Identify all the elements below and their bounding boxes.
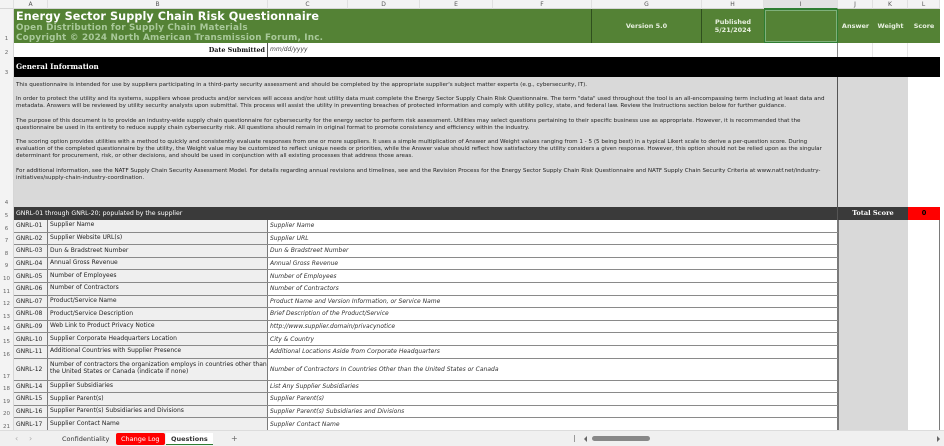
questionnaire-title: Energy Sector Supply Chain Risk Questionnaire: [16, 10, 320, 23]
horizontal-scrollbar[interactable]: [590, 434, 935, 443]
column-header-l[interactable]: L: [908, 0, 940, 9]
row-number[interactable]: 20: [0, 406, 14, 419]
total-score-value: 0: [908, 207, 940, 220]
table-row: [14, 381, 838, 394]
table-row: [14, 406, 838, 419]
score-column-header: Score: [908, 9, 940, 43]
question-text[interactable]: Web Link to Product Privacy Notice: [48, 321, 268, 333]
prev-sheet-icon[interactable]: ‹: [15, 434, 19, 443]
row-number[interactable]: 9: [0, 258, 14, 271]
table-row: [14, 245, 838, 258]
selected-cell-i1[interactable]: [764, 9, 838, 43]
scoring-paragraph: The scoring option provides utilities with a method to quickly and consistently evaluate responses from one or more suppliers. It uses a simple multiplication of Answer and Weight values ranging from 1 - 5 (5 being best) in a typical Likert scale to derive a per-question score. During evaluation of the completed questionnaire by the utility, the Weight value may be customized to reflect unique needs or priorities, while the Answer value should reflect how satisfactory the utility considers a given response. However, this option should not be relied upon as the singular determinant for procurement, risk, or other decisions, and should be used in conjunction with all existing processes that address those areas.: [16, 139, 822, 160]
scroll-right-icon[interactable]: [937, 436, 940, 442]
row-number[interactable]: 19: [0, 393, 14, 406]
row-number[interactable]: 4: [0, 77, 14, 207]
general-information-heading: General Information: [14, 57, 940, 77]
row-number[interactable]: 7: [0, 233, 14, 246]
table-row: [14, 283, 838, 296]
row-number[interactable]: 14: [0, 321, 14, 334]
purpose-paragraph: The purpose of this document is to provide an industry-wide supply chain questionnaire for cybersecurity for the energy sector to perform risk assessment. Utilities may select questions pertaining to their specific business use as appropriate. However, it is recommended that the questionnaire be used in its entirety to reduce supply chain cybersecurity risk. All questions should remain in original format to promote consistency and efficiency within the industry.: [16, 117, 801, 131]
row-number[interactable]: 1: [0, 9, 14, 43]
response-input[interactable]: Supplier URL: [268, 233, 838, 245]
response-input[interactable]: Supplier Parent(s) Subsidiaries and Divisions: [268, 406, 838, 418]
answer-weight-shaded-area: [838, 77, 908, 207]
scroll-left-icon[interactable]: [584, 436, 587, 442]
question-id[interactable]: GNRL-07: [14, 296, 48, 308]
section-header: GNRL-01 through GNRL-20; populated by the supplier: [14, 207, 838, 220]
table-row: [14, 296, 838, 309]
question-id[interactable]: GNRL-10: [14, 333, 48, 345]
response-input[interactable]: Number of Contractors In Countries Other than the United States or Canada: [268, 359, 838, 380]
row-number[interactable]: 8: [0, 245, 14, 258]
weight-cell[interactable]: [873, 43, 908, 57]
additional-info-paragraph: For additional information, see the NATF Supply Chain Security Assessment Model. For details regarding annual revisions and timelines, see and the Revision Process for the Energy Sector Supply Chain Risk Questionnaire and NATF Supply Chain Security Criteria at www.natf.net/industry-initiatives/supply-chain-industry-coordination.: [16, 167, 821, 181]
general-information-text: [14, 77, 838, 207]
horizontal-scrollbar-thumb[interactable]: [592, 436, 650, 441]
question-text[interactable]: Product/Service Name: [48, 296, 268, 308]
row-number[interactable]: 3: [0, 57, 14, 77]
tab-scroll-divider[interactable]: [574, 435, 575, 442]
title-banner: [14, 9, 592, 43]
question-text[interactable]: Number of Contractors: [48, 283, 268, 295]
weight-column-header: Weight: [873, 9, 908, 43]
column-header-b[interactable]: B: [48, 0, 268, 9]
tab-change-log[interactable]: Change Log: [116, 433, 165, 445]
question-text[interactable]: Supplier Subsidiaries: [48, 381, 268, 393]
response-input[interactable]: Supplier Parent(s): [268, 393, 838, 405]
version-cell[interactable]: Version 5.0: [592, 9, 702, 43]
protection-paragraph: In order to protect the utility and its systems, suppliers whose products and/or services will access and/or host utility data must complete the Energy Sector Supply Chain Risk Questionnaire. The term "data" used throughout the tool is an all-encompassing term including at least data and metadata. Answers will be reviewed by utility security analysts upon submittal. This process will assist the utility in preventing breaches of protected information and comply with utility policy, state, and federal law. Review the Instructions section below for further guidance.: [16, 96, 825, 110]
distribution-subtitle: Open Distribution for Supply Chain Materials: [16, 23, 248, 33]
column-header-e[interactable]: E: [420, 0, 493, 9]
row-number[interactable]: 18: [0, 381, 14, 394]
question-text[interactable]: Supplier Contact Name: [48, 418, 268, 430]
tab-confidentiality[interactable]: Confidentiality: [62, 435, 110, 443]
table-row: [14, 346, 838, 359]
response-input[interactable]: List Any Supplier Subsidiaries: [268, 381, 838, 393]
question-text[interactable]: Dun & Bradstreet Number: [48, 245, 268, 257]
response-input[interactable]: Additional Locations Aside from Corporate Headquarters: [268, 346, 838, 358]
date-submitted-label: Date Submitted: [14, 43, 268, 57]
row-number[interactable]: 5: [0, 207, 14, 220]
total-score-label: Total Score: [838, 207, 908, 220]
response-input[interactable]: Number of Employees: [268, 270, 838, 282]
table-row: [14, 321, 838, 334]
column-header-j[interactable]: J: [838, 0, 873, 9]
question-id[interactable]: GNRL-09: [14, 321, 48, 333]
question-id[interactable]: GNRL-14: [14, 381, 48, 393]
question-id[interactable]: GNRL-04: [14, 258, 48, 270]
table-row: [14, 359, 838, 381]
question-id[interactable]: GNRL-02: [14, 233, 48, 245]
question-text[interactable]: Supplier Corporate Headquarters Location: [48, 333, 268, 345]
row-number[interactable]: 13: [0, 308, 14, 321]
answer-cell[interactable]: [838, 43, 873, 57]
table-row: [14, 333, 838, 346]
question-id[interactable]: GNRL-12: [14, 359, 48, 380]
intro-paragraph: This questionnaire is intended for use by suppliers participating in a third-party security assessment and should be completed by the appropriate supplier's subject matter experts (e.g., cybersecurity, IT).: [16, 82, 588, 88]
table-row: [14, 308, 838, 321]
next-sheet-icon[interactable]: ›: [29, 434, 33, 443]
question-id[interactable]: GNRL-08: [14, 308, 48, 320]
question-id[interactable]: GNRL-15: [14, 393, 48, 405]
question-id[interactable]: GNRL-01: [14, 220, 48, 232]
row-number[interactable]: 16: [0, 346, 14, 359]
column-header-d[interactable]: D: [348, 0, 420, 9]
question-text[interactable]: Supplier Name: [48, 220, 268, 232]
response-input[interactable]: Supplier Name: [268, 220, 838, 232]
column-header-a[interactable]: A: [14, 0, 48, 9]
date-submitted-input[interactable]: mm/dd/yyyy: [268, 43, 838, 57]
question-id[interactable]: GNRL-16: [14, 406, 48, 418]
column-header-i[interactable]: I: [764, 0, 838, 9]
question-id[interactable]: GNRL-05: [14, 270, 48, 282]
add-sheet-icon[interactable]: +: [231, 434, 238, 443]
column-header-c[interactable]: C: [268, 0, 348, 9]
question-text[interactable]: Additional Countries with Supplier Presence: [48, 346, 268, 358]
column-header-g[interactable]: G: [592, 0, 702, 9]
table-row: [14, 233, 838, 246]
score-column[interactable]: [908, 220, 940, 430]
answer-weight-column[interactable]: [838, 220, 908, 430]
question-text[interactable]: Number of contractors the organization employs in countries other than the United States or Canada (indicate if none): [48, 359, 268, 380]
published-label: Published: [714, 18, 752, 26]
response-input[interactable]: Number of Contractors: [268, 283, 838, 295]
question-text[interactable]: Supplier Parent(s) Subsidiaries and Divisions: [48, 406, 268, 418]
table-row: [14, 258, 838, 271]
question-text[interactable]: Supplier Parent(s): [48, 393, 268, 405]
response-input[interactable]: Brief Description of the Product/Service: [268, 308, 838, 320]
published-date: 5/21/2024: [714, 25, 752, 34]
table-row: [14, 220, 838, 233]
column-header-k[interactable]: K: [873, 0, 908, 9]
row-number[interactable]: 2: [0, 43, 14, 57]
response-input[interactable]: Product Name and Version Information, or Service Name: [268, 296, 838, 308]
table-row: [14, 393, 838, 406]
row-number[interactable]: 21: [0, 418, 14, 430]
response-input[interactable]: Supplier Contact Name: [268, 418, 838, 430]
column-header-h[interactable]: H: [702, 0, 764, 9]
question-id[interactable]: GNRL-17: [14, 418, 48, 430]
row-number[interactable]: 6: [0, 220, 14, 233]
row-number[interactable]: 11: [0, 283, 14, 296]
response-input[interactable]: http://www.supplier.domain/privacynotice: [268, 321, 838, 333]
question-text[interactable]: Number of Employees: [48, 270, 268, 282]
answer-column-header: Answer: [838, 9, 873, 43]
response-input[interactable]: Dun & Bradstreet Number: [268, 245, 838, 257]
question-id[interactable]: GNRL-03: [14, 245, 48, 257]
sheet-tab-bar: [0, 430, 944, 446]
table-row: [14, 270, 838, 283]
question-text[interactable]: Supplier Website URL(s): [48, 233, 268, 245]
select-all-corner[interactable]: [0, 0, 14, 9]
question-id[interactable]: GNRL-06: [14, 283, 48, 295]
row-number[interactable]: 17: [0, 359, 14, 381]
table-row: [14, 418, 838, 430]
question-id[interactable]: GNRL-11: [14, 346, 48, 358]
row-number[interactable]: 15: [0, 333, 14, 346]
row-number[interactable]: 10: [0, 270, 14, 283]
response-input[interactable]: City & Country: [268, 333, 838, 345]
column-header-f[interactable]: F: [493, 0, 592, 9]
question-text[interactable]: Product/Service Description: [48, 308, 268, 320]
response-input[interactable]: Annual Gross Revenue: [268, 258, 838, 270]
question-text[interactable]: Annual Gross Revenue: [48, 258, 268, 270]
copyright-text: Copyright © 2024 North American Transmission Forum, Inc.: [16, 33, 324, 43]
published-cell[interactable]: [702, 9, 764, 43]
row-number[interactable]: 12: [0, 296, 14, 309]
tab-questions[interactable]: Questions: [166, 433, 213, 445]
